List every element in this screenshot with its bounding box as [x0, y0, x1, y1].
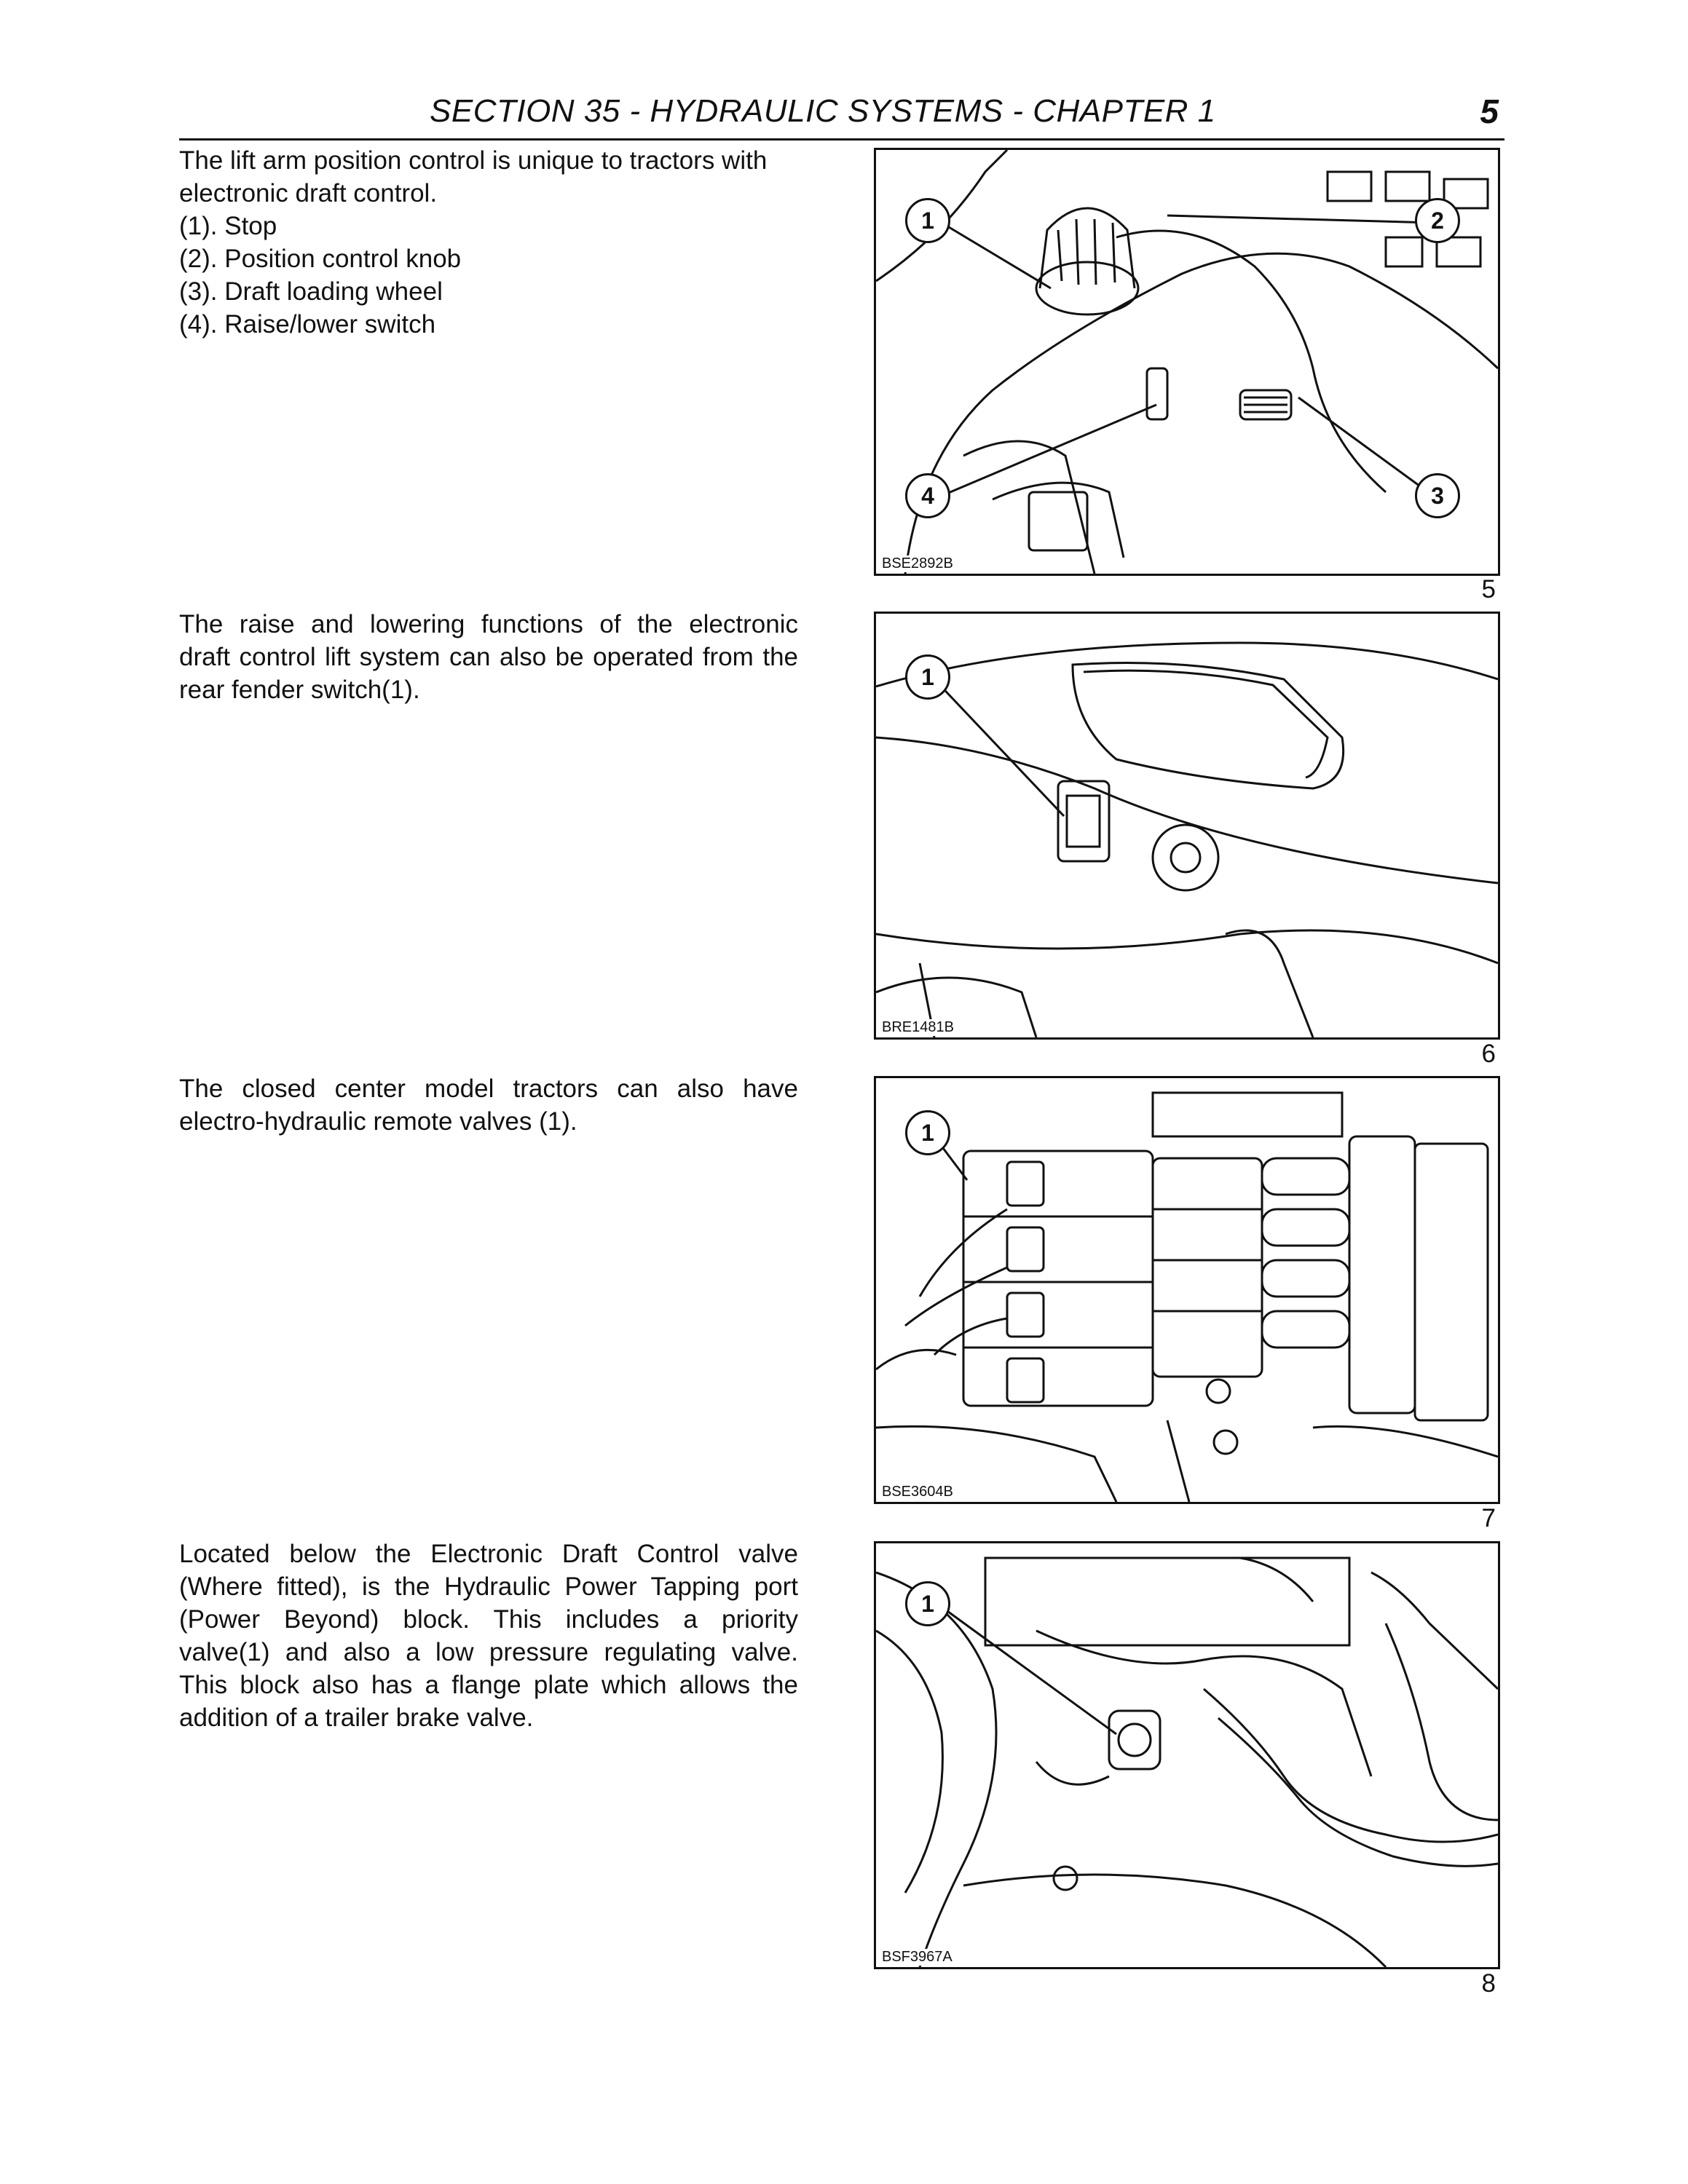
section-1-text	[179, 144, 798, 341]
callout-1: 1	[905, 654, 950, 700]
section-3-line-1: The closed center model tractors can also have	[179, 1075, 798, 1103]
page-number: 5	[1480, 92, 1499, 130]
figure-6-fender-switch-illustration	[874, 612, 1500, 1040]
list-item-draft-loading-wheel: (3). Draft loading wheel	[179, 277, 443, 306]
figure-8-code: BSF3967A	[879, 1949, 955, 1966]
header-rule	[179, 138, 1504, 141]
callout-3: 3	[1415, 473, 1460, 518]
list-item-raise-lower-switch: (4). Raise/lower switch	[179, 310, 436, 339]
callout-1: 1	[905, 198, 950, 243]
list-item-stop: (1). Stop	[179, 212, 277, 240]
figure-5-drawing	[876, 150, 1498, 574]
figure-7-code: BSE3604B	[879, 1484, 956, 1500]
section-4-line-4: valve(1) and also a low pressure regulating valve.	[179, 1638, 798, 1666]
figure-6-drawing	[876, 614, 1498, 1037]
figure-5-lift-control-illustration	[874, 148, 1500, 576]
section-4-text	[179, 1538, 798, 1734]
section-4-line-5: This block also has a flange plate which allows the	[179, 1671, 798, 1699]
figure-7-drawing	[876, 1078, 1498, 1502]
section-2-line-2: draft control lift system can also be operated from the	[179, 643, 798, 671]
figure-6-number: 6	[1481, 1040, 1496, 1068]
section-3-line-2: electro-hydraulic remote valves (1).	[179, 1107, 577, 1136]
section-4-line-1: Located below the Electronic Draft Control valve	[179, 1540, 798, 1568]
callout-1: 1	[905, 1581, 950, 1626]
callout-4: 4	[905, 473, 950, 518]
figure-7-remote-valves-illustration	[874, 1076, 1500, 1504]
section-4-line-6: addition of a trailer brake valve.	[179, 1704, 534, 1732]
figure-8-power-beyond-illustration	[874, 1541, 1500, 1969]
figure-8-drawing	[876, 1543, 1498, 1967]
figure-6-code: BRE1481B	[879, 1019, 957, 1036]
section-2-text	[179, 608, 798, 706]
callout-2: 2	[1415, 198, 1460, 243]
figure-5-code: BSE2892B	[879, 555, 956, 572]
figure-7-number: 7	[1481, 1504, 1496, 1532]
section-1-intro: The lift arm position control is unique to tractors with electronic draft control.	[179, 146, 768, 207]
figure-5-number: 5	[1481, 575, 1496, 604]
section-2-line-3: rear fender switch(1).	[179, 676, 420, 704]
section-4-line-2: (Where fitted), is the Hydraulic Power Tapping port	[179, 1572, 798, 1601]
section-3-text	[179, 1072, 798, 1138]
section-2-line-1: The raise and lowering functions of the electronic	[179, 610, 798, 638]
list-item-position-control-knob: (2). Position control knob	[179, 245, 462, 273]
section-4-line-3: (Power Beyond) block. This includes a priority	[179, 1605, 798, 1634]
callout-1: 1	[905, 1110, 950, 1155]
section-header-title: SECTION 35 - HYDRAULIC SYSTEMS - CHAPTER 1	[430, 93, 1216, 129]
figure-8-number: 8	[1481, 1969, 1496, 1998]
